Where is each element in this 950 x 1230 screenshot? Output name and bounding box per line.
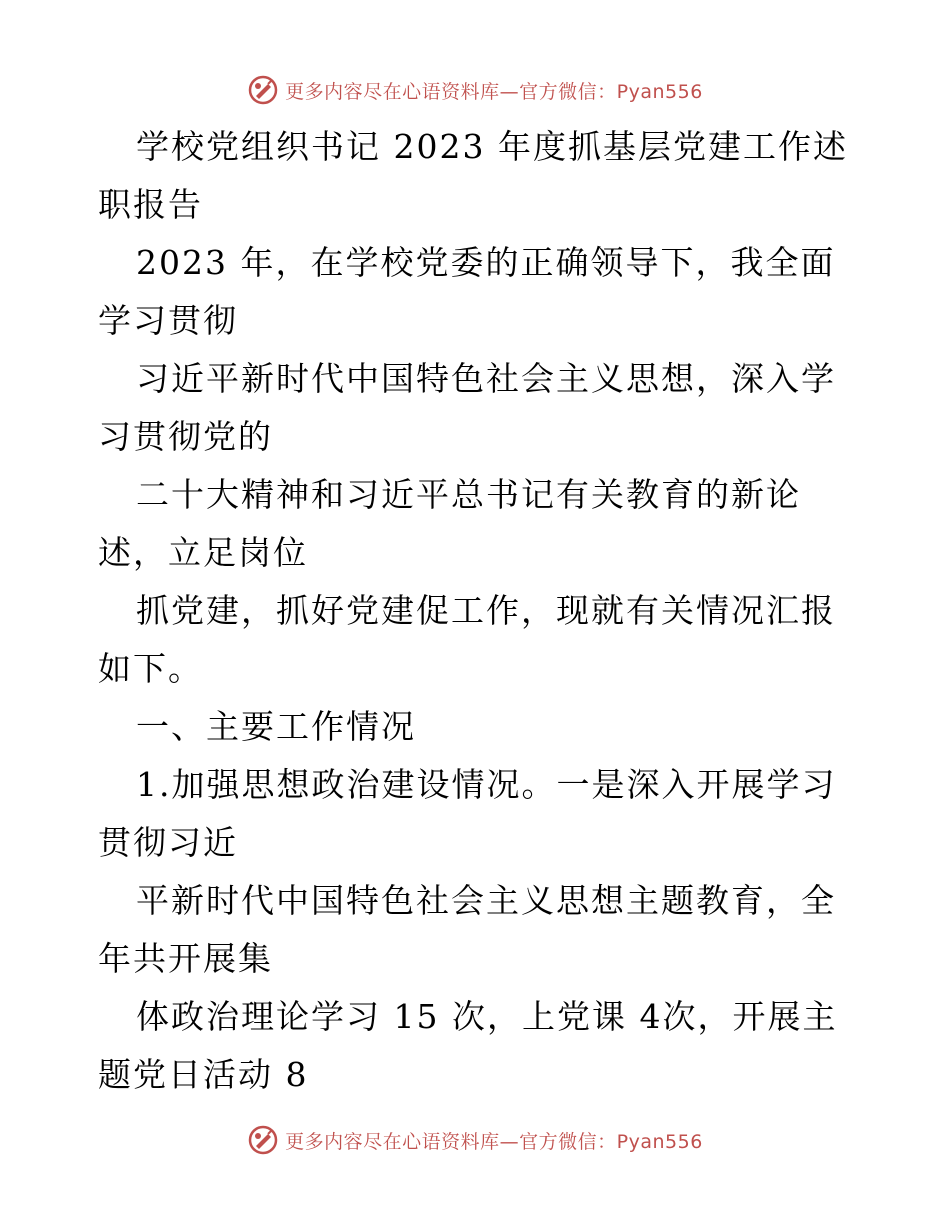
document-title: 学校党组织书记 2023 年度抓基层党建工作述职报告 [98, 127, 848, 224]
watermark-text: 更多内容尽在心语资料库—官方微信：Pyan556 [285, 1130, 703, 1153]
paragraph: 体政治理论学习 15 次，上党课 4次，开展主题党日活动 8 [98, 997, 838, 1094]
paragraph: 抓党建，抓好党建促工作，现就有关情况汇报如下。 [98, 591, 836, 688]
header-watermark-banner [0, 70, 950, 110]
paragraph: 1.加强思想政治建设情况。一是深入开展学习贯彻习近 [98, 765, 837, 862]
paragraph: 二十大精神和习近平总书记有关教育的新论述，立足岗位 [98, 475, 801, 572]
section-heading: 一、主要工作情况 [136, 707, 416, 746]
paragraph: 平新时代中国特色社会主义思想主题教育，全年共开展集 [98, 881, 836, 978]
watermark-text: 更多内容尽在心语资料库—官方微信：Pyan556 [285, 80, 703, 103]
document-body [98, 118, 858, 1104]
paragraph: 2023 年，在学校党委的正确领导下，我全面学习贯彻 [98, 243, 836, 340]
paragraph: 习近平新时代中国特色社会主义思想，深入学习贯彻党的 [98, 359, 836, 456]
pen-seal-logo-icon [247, 1124, 279, 1156]
footer-watermark-banner [0, 1120, 950, 1160]
pen-seal-logo-icon [247, 74, 279, 106]
